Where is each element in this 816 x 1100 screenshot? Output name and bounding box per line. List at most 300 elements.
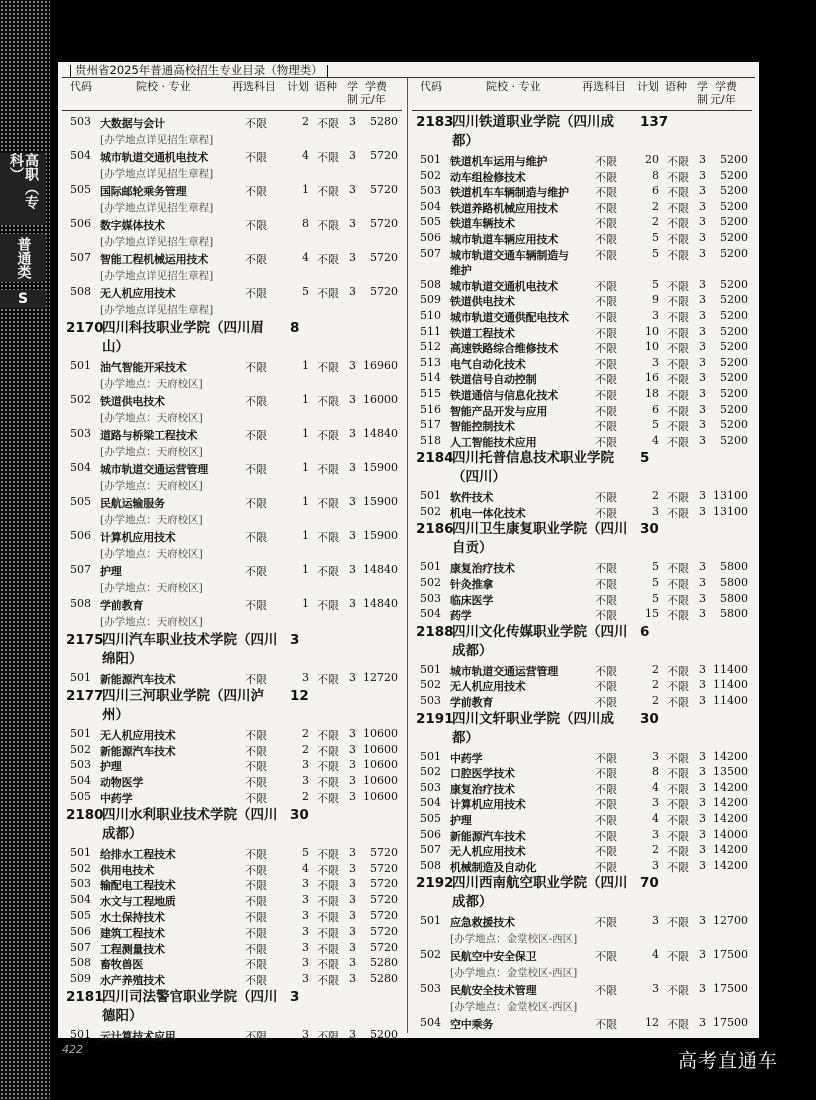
col-code: 代码 bbox=[70, 80, 92, 93]
major-row bbox=[62, 727, 402, 743]
major-code: 501 bbox=[420, 662, 441, 676]
major-row bbox=[62, 941, 402, 957]
major-row bbox=[412, 812, 752, 828]
major-lang: 不限 bbox=[317, 185, 339, 198]
major-lang: 不限 bbox=[667, 609, 689, 623]
col-plan: 计划 bbox=[637, 80, 659, 93]
top-black-band bbox=[0, 0, 816, 62]
major-years: 3 bbox=[699, 560, 706, 574]
major-name: 铁道供电技术 bbox=[450, 295, 515, 309]
major-plan: 1 bbox=[302, 529, 309, 542]
major-row bbox=[412, 371, 752, 387]
catalog-page bbox=[58, 62, 759, 1043]
major-code: 515 bbox=[420, 386, 441, 400]
school-heading bbox=[62, 806, 402, 844]
major-years: 3 bbox=[699, 504, 706, 518]
major-row bbox=[412, 1016, 752, 1033]
major-row bbox=[412, 356, 752, 372]
major-fee: 5200 bbox=[720, 293, 748, 307]
major-years: 3 bbox=[699, 199, 706, 213]
campus-note: [办学地点：天府校区] bbox=[100, 548, 203, 560]
major-name: 城市轨道交通机电技术 bbox=[450, 279, 558, 293]
major-name: 动物医学 bbox=[100, 776, 144, 790]
school-name: 四川文化传媒职业学院（四川 bbox=[452, 623, 628, 640]
major-code: 501 bbox=[420, 914, 441, 928]
major-plan: 3 bbox=[652, 308, 659, 322]
major-row bbox=[62, 285, 402, 302]
major-code: 504 bbox=[420, 796, 441, 810]
major-plan: 1 bbox=[302, 359, 309, 372]
campus-note: [办学地点：金堂校区-西区] bbox=[450, 933, 578, 946]
major-lang: 不限 bbox=[667, 680, 689, 694]
school-heading bbox=[412, 113, 752, 151]
major-fee: 14840 bbox=[363, 427, 398, 440]
major-years: 3 bbox=[699, 168, 706, 182]
major-lang: 不限 bbox=[317, 497, 339, 510]
major-lang: 不限 bbox=[667, 388, 689, 402]
major-row bbox=[412, 387, 752, 403]
major-code: 507 bbox=[70, 563, 91, 576]
major-lang: 不限 bbox=[667, 829, 689, 843]
school-name-cont: 自贡） bbox=[452, 540, 493, 557]
major-name: 电气自动化技术 bbox=[450, 357, 526, 371]
major-years: 3 bbox=[699, 914, 706, 928]
major-subject: 不限 bbox=[595, 295, 617, 309]
major-row bbox=[62, 149, 402, 166]
campus-note: [办学地点：天府校区] bbox=[100, 446, 203, 458]
major-lang: 不限 bbox=[667, 860, 689, 874]
major-years: 3 bbox=[349, 251, 356, 264]
campus-note: [办学地点详见招生章程] bbox=[100, 202, 214, 214]
major-subject: 不限 bbox=[595, 916, 617, 930]
major-fee: 5720 bbox=[370, 893, 398, 907]
major-plan: 2 bbox=[302, 115, 309, 128]
major-lang: 不限 bbox=[317, 791, 339, 805]
major-subject: 不限 bbox=[245, 429, 267, 442]
major-subject: 不限 bbox=[595, 248, 617, 262]
major-name: 铁道工程技术 bbox=[450, 326, 515, 340]
major-fee: 17500 bbox=[713, 948, 748, 962]
major-years: 3 bbox=[349, 789, 356, 803]
major-lang: 不限 bbox=[317, 117, 339, 130]
major-code: 504 bbox=[70, 149, 91, 162]
major-code: 518 bbox=[420, 433, 441, 447]
watermark: 高考直通车 bbox=[678, 1050, 779, 1072]
major-name: 针灸推拿 bbox=[450, 578, 494, 592]
campus-note: [办学地点详见招生章程] bbox=[100, 134, 214, 146]
major-name: 护理 bbox=[450, 814, 472, 827]
major-code: 514 bbox=[420, 371, 441, 385]
school-name: 四川西南航空职业学院（四川 bbox=[452, 875, 628, 892]
major-plan: 3 bbox=[652, 914, 659, 928]
major-plan: 2 bbox=[652, 662, 659, 676]
school-code: 2184 bbox=[416, 450, 454, 467]
major-row bbox=[412, 434, 752, 450]
major-name: 数字媒体技术 bbox=[100, 219, 165, 232]
major-name: 城市轨道交通车辆制造与 bbox=[450, 248, 569, 262]
major-code: 506 bbox=[70, 924, 91, 938]
major-plan: 1 bbox=[302, 495, 309, 508]
major-plan: 3 bbox=[302, 972, 309, 986]
major-lang: 不限 bbox=[317, 776, 339, 790]
col-years-1: 学 bbox=[347, 80, 358, 93]
school-name-cont: 山） bbox=[102, 339, 129, 355]
major-lang: 不限 bbox=[667, 326, 689, 340]
major-name: 康复治疗技术 bbox=[450, 562, 515, 576]
major-plan: 2 bbox=[302, 726, 309, 740]
major-fee: 5200 bbox=[720, 184, 748, 198]
major-code: 502 bbox=[420, 504, 441, 518]
school-plan: 8 bbox=[290, 320, 300, 336]
major-fee: 14200 bbox=[713, 749, 748, 763]
major-years: 3 bbox=[699, 694, 706, 708]
major-name: 畜牧兽医 bbox=[100, 958, 144, 972]
major-row bbox=[62, 909, 402, 925]
major-subject: 不限 bbox=[595, 373, 617, 387]
major-years: 3 bbox=[699, 796, 706, 810]
col-plan: 计划 bbox=[287, 80, 309, 93]
major-code: 503 bbox=[420, 780, 441, 794]
campus-note: [办学地点详见招生章程] bbox=[100, 270, 214, 282]
major-row bbox=[412, 200, 752, 216]
major-name: 水文与工程地质 bbox=[100, 895, 176, 909]
school-name-cont: 都） bbox=[452, 729, 479, 746]
col-lang: 语种 bbox=[665, 80, 687, 93]
major-lang: 不限 bbox=[667, 1018, 689, 1032]
major-subject: 不限 bbox=[595, 950, 617, 964]
major-name: 工程测量技术 bbox=[100, 942, 165, 956]
major-years: 3 bbox=[699, 1016, 706, 1030]
major-subject: 不限 bbox=[595, 232, 617, 246]
school-name: 四川司法警官职业学院（四川 bbox=[102, 988, 278, 1005]
major-plan: 8 bbox=[302, 217, 309, 230]
major-fee: 5200 bbox=[720, 355, 748, 369]
major-name: 康复治疗技术 bbox=[450, 782, 515, 796]
campus-note: [办学地点详见招生章程] bbox=[100, 168, 214, 180]
major-subject: 不限 bbox=[595, 782, 617, 796]
major-fee: 10600 bbox=[363, 758, 398, 772]
table-header bbox=[62, 79, 402, 111]
major-subject: 不限 bbox=[595, 767, 617, 781]
major-code: 501 bbox=[70, 359, 91, 372]
major-code: 501 bbox=[420, 489, 441, 503]
major-fee: 15900 bbox=[363, 529, 398, 542]
major-years: 3 bbox=[699, 843, 706, 857]
major-row bbox=[62, 956, 402, 972]
major-row bbox=[62, 1028, 402, 1044]
major-lang: 不限 bbox=[667, 404, 689, 418]
major-years: 3 bbox=[349, 671, 356, 684]
major-name: 药学 bbox=[450, 609, 472, 623]
major-lang: 不限 bbox=[317, 863, 339, 877]
major-row bbox=[62, 743, 402, 759]
major-subject: 不限 bbox=[595, 388, 617, 402]
campus-note: [办学地点：天府校区] bbox=[100, 582, 203, 594]
major-fee: 5720 bbox=[370, 940, 398, 954]
col-fee-2: 元/年 bbox=[710, 93, 736, 106]
major-fee: 16960 bbox=[363, 359, 398, 372]
major-fee: 5200 bbox=[720, 277, 748, 291]
major-years: 3 bbox=[699, 858, 706, 872]
major-row bbox=[62, 393, 402, 410]
school-plan: 12 bbox=[290, 687, 309, 704]
major-subject: 不限 bbox=[245, 776, 267, 790]
major-plan: 1 bbox=[302, 427, 309, 440]
major-row bbox=[62, 972, 402, 988]
col-fee-1: 学费 bbox=[365, 80, 387, 93]
major-fee: 5200 bbox=[720, 340, 748, 354]
major-years: 3 bbox=[349, 908, 356, 922]
major-fee: 5200 bbox=[720, 308, 748, 322]
major-code: 502 bbox=[420, 765, 441, 779]
school-heading bbox=[62, 319, 402, 357]
major-lang: 不限 bbox=[667, 984, 689, 998]
school-heading bbox=[62, 687, 402, 725]
school-plan: 5 bbox=[640, 450, 650, 467]
major-subject: 不限 bbox=[595, 342, 617, 356]
major-years: 3 bbox=[349, 924, 356, 938]
major-name: 民航运输服务 bbox=[100, 497, 165, 510]
major-fee: 5720 bbox=[370, 861, 398, 875]
major-fee: 5280 bbox=[370, 956, 398, 970]
major-fee: 5720 bbox=[370, 877, 398, 891]
major-name: 无人机应用技术 bbox=[450, 845, 526, 859]
major-subject: 不限 bbox=[595, 845, 617, 859]
campus-note: [办学地点：金堂校区-西区] bbox=[450, 967, 578, 980]
major-plan: 5 bbox=[652, 418, 659, 432]
major-name: 机电一体化技术 bbox=[450, 506, 526, 520]
major-plan: 3 bbox=[652, 355, 659, 369]
major-subject: 不限 bbox=[595, 217, 617, 231]
major-subject: 不限 bbox=[245, 863, 267, 877]
major-name: 国际邮轮乘务管理 bbox=[100, 185, 187, 198]
major-years: 3 bbox=[349, 115, 356, 128]
major-plan: 6 bbox=[652, 184, 659, 198]
major-subject: 不限 bbox=[595, 155, 617, 168]
major-fee: 10600 bbox=[363, 742, 398, 756]
major-name: 油气智能开采技术 bbox=[100, 361, 187, 374]
major-row bbox=[412, 278, 752, 294]
major-code: 507 bbox=[420, 843, 441, 857]
major-name: 铁道通信与信息化技术 bbox=[450, 388, 558, 402]
major-lang: 不限 bbox=[667, 767, 689, 781]
major-subject: 不限 bbox=[245, 1029, 267, 1043]
major-code: 501 bbox=[420, 749, 441, 763]
major-years: 3 bbox=[349, 1027, 356, 1041]
major-subject: 不限 bbox=[245, 942, 267, 956]
major-row bbox=[62, 774, 402, 790]
major-years: 3 bbox=[349, 427, 356, 440]
major-lang: 不限 bbox=[667, 420, 689, 434]
major-code: 507 bbox=[420, 246, 441, 260]
major-code: 501 bbox=[420, 560, 441, 574]
major-fee: 14840 bbox=[363, 597, 398, 610]
major-name: 学前教育 bbox=[450, 696, 494, 710]
major-plan: 3 bbox=[652, 827, 659, 841]
major-lang: 不限 bbox=[667, 814, 689, 827]
major-name: 人工智能技术应用 bbox=[450, 435, 537, 449]
major-name: 应急救援技术 bbox=[450, 916, 515, 930]
major-plan: 3 bbox=[302, 956, 309, 970]
major-fee: 5720 bbox=[370, 908, 398, 922]
major-plan: 5 bbox=[302, 845, 309, 859]
major-years: 3 bbox=[699, 489, 706, 503]
major-row bbox=[412, 215, 752, 231]
major-row bbox=[412, 607, 752, 623]
major-subject: 不限 bbox=[595, 186, 617, 200]
major-plan: 2 bbox=[302, 742, 309, 756]
major-years: 3 bbox=[699, 355, 706, 369]
header-rule bbox=[62, 77, 755, 78]
page-header bbox=[66, 62, 332, 78]
major-plan: 3 bbox=[652, 796, 659, 810]
major-row bbox=[412, 247, 752, 263]
major-plan: 10 bbox=[645, 340, 659, 354]
major-row bbox=[412, 418, 752, 434]
major-subject: 不限 bbox=[595, 829, 617, 843]
major-name: 给排水工程技术 bbox=[100, 847, 176, 861]
major-code: 517 bbox=[420, 418, 441, 432]
major-row bbox=[62, 893, 402, 909]
major-row bbox=[62, 846, 402, 862]
major-years: 3 bbox=[699, 246, 706, 260]
major-code: 502 bbox=[70, 393, 91, 406]
major-name: 无人机应用技术 bbox=[100, 728, 176, 742]
major-years: 3 bbox=[349, 877, 356, 891]
major-lang: 不限 bbox=[667, 798, 689, 812]
major-row bbox=[412, 153, 752, 169]
school-name-cont: 绵阳） bbox=[102, 651, 143, 667]
major-years: 3 bbox=[349, 774, 356, 788]
major-lang: 不限 bbox=[667, 751, 689, 765]
major-fee: 5280 bbox=[370, 972, 398, 986]
major-lang: 不限 bbox=[667, 950, 689, 964]
major-years: 3 bbox=[699, 607, 706, 621]
school-plan: 3 bbox=[290, 632, 300, 648]
major-plan: 3 bbox=[302, 940, 309, 954]
major-fee: 14200 bbox=[713, 812, 748, 825]
major-name: 智能产品开发与应用 bbox=[450, 404, 548, 418]
major-lang: 不限 bbox=[667, 279, 689, 293]
school-plan: 70 bbox=[640, 875, 659, 892]
major-code: 503 bbox=[420, 982, 441, 996]
major-fee: 16000 bbox=[363, 393, 398, 406]
col-fee-1: 学费 bbox=[715, 80, 737, 93]
table-header bbox=[412, 79, 752, 111]
major-subject: 不限 bbox=[595, 310, 617, 324]
major-fee: 11400 bbox=[713, 678, 748, 692]
major-name: 新能源汽车技术 bbox=[100, 744, 176, 758]
page-title: 贵州省2025年普通高校招生专业目录（物理类） bbox=[75, 63, 323, 77]
major-row bbox=[412, 325, 752, 341]
major-name: 水土保持技术 bbox=[100, 910, 165, 924]
major-name: 民航空中安全保卫 bbox=[450, 950, 537, 964]
campus-note: [办学地点：天府校区] bbox=[100, 412, 203, 424]
major-lang: 不限 bbox=[317, 395, 339, 408]
major-lang: 不限 bbox=[667, 248, 689, 262]
major-plan: 4 bbox=[652, 812, 659, 825]
major-code: 502 bbox=[70, 742, 91, 756]
major-subject: 不限 bbox=[245, 974, 267, 988]
major-code: 505 bbox=[70, 789, 91, 803]
major-subject: 不限 bbox=[245, 910, 267, 924]
campus-note: [办学地点：天府校区] bbox=[100, 480, 203, 492]
major-fee: 5280 bbox=[370, 115, 398, 128]
major-years: 3 bbox=[349, 726, 356, 740]
major-row bbox=[62, 115, 402, 132]
major-code: 508 bbox=[420, 858, 441, 872]
major-subject: 不限 bbox=[595, 593, 617, 607]
major-row bbox=[412, 169, 752, 185]
major-plan: 12 bbox=[645, 1016, 659, 1030]
major-lang: 不限 bbox=[317, 958, 339, 972]
major-subject: 不限 bbox=[245, 287, 267, 300]
major-row bbox=[412, 231, 752, 247]
major-subject: 不限 bbox=[245, 958, 267, 972]
major-lang: 不限 bbox=[317, 728, 339, 742]
school-name-cont: 成都） bbox=[102, 825, 143, 842]
major-lang: 不限 bbox=[667, 491, 689, 505]
major-subject: 不限 bbox=[245, 531, 267, 544]
major-name: 城市轨道交通运营管理 bbox=[100, 463, 208, 476]
major-lang: 不限 bbox=[317, 463, 339, 476]
major-subject: 不限 bbox=[245, 497, 267, 510]
major-lang: 不限 bbox=[667, 578, 689, 592]
major-plan: 3 bbox=[302, 908, 309, 922]
major-lang: 不限 bbox=[667, 232, 689, 246]
major-subject: 不限 bbox=[245, 219, 267, 232]
major-lang: 不限 bbox=[667, 357, 689, 371]
school-heading bbox=[412, 520, 752, 558]
major-subject: 不限 bbox=[245, 361, 267, 374]
major-row bbox=[62, 183, 402, 200]
campus-note: [办学地点详见招生章程] bbox=[100, 236, 214, 248]
major-name: 高速铁路综合维修技术 bbox=[450, 342, 558, 356]
col-subject: 再选科目 bbox=[232, 80, 276, 93]
major-lang: 不限 bbox=[667, 593, 689, 607]
major-lang: 不限 bbox=[317, 974, 339, 988]
major-years: 3 bbox=[349, 597, 356, 610]
major-fee: 13100 bbox=[713, 489, 748, 503]
major-lang: 不限 bbox=[667, 170, 689, 184]
school-code: 2183 bbox=[416, 114, 454, 130]
major-plan: 5 bbox=[652, 576, 659, 590]
col-lang: 语种 bbox=[315, 80, 337, 93]
col-fee-2: 元/年 bbox=[360, 93, 386, 106]
major-name: 临床医学 bbox=[450, 593, 494, 607]
major-lang: 不限 bbox=[667, 696, 689, 710]
major-code: 508 bbox=[70, 597, 91, 610]
major-subject: 不限 bbox=[245, 879, 267, 893]
major-lang: 不限 bbox=[317, 926, 339, 940]
school-heading bbox=[412, 710, 752, 748]
major-name: 建筑工程技术 bbox=[100, 926, 165, 940]
major-years: 3 bbox=[699, 293, 706, 307]
school-heading bbox=[412, 623, 752, 661]
major-plan: 3 bbox=[302, 758, 309, 772]
major-fee: 10600 bbox=[363, 726, 398, 740]
major-fee: 5720 bbox=[370, 217, 398, 230]
major-lang: 不限 bbox=[317, 287, 339, 300]
major-fee: 14200 bbox=[713, 780, 748, 794]
major-name: 口腔医学技术 bbox=[450, 767, 515, 781]
major-row bbox=[412, 765, 752, 781]
campus-note: [办学地点：金堂校区-西区] bbox=[450, 1001, 578, 1014]
school-heading bbox=[62, 988, 402, 1026]
major-name: 云计算技术应用 bbox=[100, 1029, 176, 1043]
major-subject: 不限 bbox=[595, 562, 617, 576]
major-years: 3 bbox=[349, 563, 356, 576]
